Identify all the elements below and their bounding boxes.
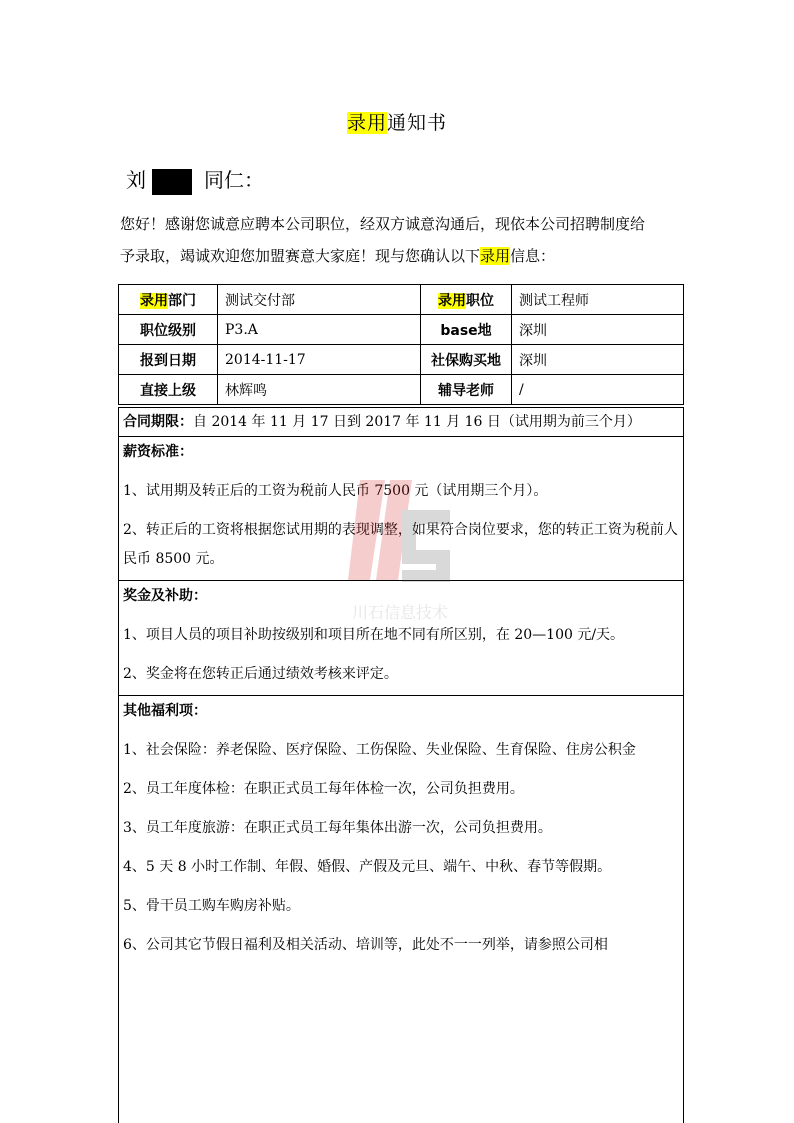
redaction-box bbox=[152, 169, 192, 195]
greeting-surname: 刘 bbox=[126, 168, 146, 192]
label-mentor: 辅导老师 bbox=[421, 375, 512, 405]
benefits-section bbox=[119, 696, 683, 966]
salary-item-1: 1、试用期及转正后的工资为税前人民币 7500 元（试用期三个月）。 bbox=[123, 483, 548, 499]
label-position-rest: 职位 bbox=[466, 292, 494, 309]
salary-section bbox=[119, 437, 683, 581]
benefits-item-6: 6、公司其它节假日福利及相关活动、培训等，此处不一一列举，请参照公司相 bbox=[123, 937, 608, 953]
intro-paragraph bbox=[120, 208, 686, 272]
title-highlight: 录用 bbox=[346, 112, 387, 134]
watermark-text: 川石信息技术 bbox=[351, 603, 449, 622]
label-position bbox=[421, 285, 512, 315]
intro-line-2-a: 予录取，竭诚欢迎您加盟赛意大家庭！现与您确认以下 bbox=[120, 247, 481, 265]
table-row bbox=[119, 315, 684, 345]
contract-label: 合同期限： bbox=[123, 414, 193, 430]
label-department-rest: 部门 bbox=[168, 292, 196, 309]
greeting bbox=[126, 165, 264, 195]
value-position: 测试工程师 bbox=[512, 285, 684, 315]
value-supervisor: 林辉鸣 bbox=[218, 375, 421, 405]
bonus-heading: 奖金及补助： bbox=[123, 588, 207, 604]
intro-line-2-b: 信息： bbox=[510, 247, 556, 265]
salary-heading: 薪资标准： bbox=[123, 444, 193, 460]
label-department-hl: 录用 bbox=[140, 292, 168, 309]
table-row bbox=[119, 345, 684, 375]
label-department bbox=[119, 285, 218, 315]
bonus-item-1: 1、项目人员的项目补助按级别和项目所在地不同有所区别，在 20—100 元/天。 bbox=[123, 627, 625, 643]
value-base: 深圳 bbox=[512, 315, 684, 345]
benefits-item-5: 5、骨干员工购车购房补贴。 bbox=[123, 898, 300, 914]
value-social-security: 深圳 bbox=[512, 345, 684, 375]
value-level: P3.A bbox=[218, 315, 421, 345]
benefits-item-1: 1、社会保险：养老保险、医疗保险、工伤保险、失业保险、生育保险、住房公积金 bbox=[123, 742, 636, 758]
benefits-heading: 其他福利项： bbox=[123, 703, 207, 719]
offer-info-table bbox=[118, 284, 684, 405]
label-social-security: 社保购买地 bbox=[421, 345, 512, 375]
value-department: 测试交付部 bbox=[218, 285, 421, 315]
label-supervisor: 直接上级 bbox=[119, 375, 218, 405]
offer-details bbox=[118, 407, 684, 1123]
bonus-section bbox=[119, 581, 683, 696]
table-row bbox=[119, 375, 684, 405]
table-row bbox=[119, 285, 684, 315]
value-mentor: / bbox=[512, 375, 684, 405]
label-level: 职位级别 bbox=[119, 315, 218, 345]
intro-line-1: 您好！感谢您诚意应聘本公司职位，经双方诚意沟通后，现依本公司招聘制度给 bbox=[120, 215, 646, 233]
greeting-suffix: 同仁： bbox=[204, 168, 264, 192]
label-position-hl: 录用 bbox=[438, 292, 466, 309]
benefits-item-4: 4、5 天 8 小时工作制、年假、婚假、产假及元旦、端午、中秋、春节等假期。 bbox=[123, 859, 612, 875]
salary-item-2: 2、转正后的工资将根据您试用期的表现调整，如果符合岗位要求，您的转正工资为税前人民币 8500 元。 bbox=[123, 522, 678, 567]
bonus-item-2: 2、奖金将在您转正后通过绩效考核来评定。 bbox=[123, 666, 398, 682]
label-base: base地 bbox=[421, 315, 512, 345]
intro-line-2 bbox=[120, 240, 686, 272]
contract-text: 自 2014 年 11 月 17 日到 2017 年 11 月 16 日（试用期为前三个月） bbox=[193, 414, 641, 430]
title-rest: 通知书 bbox=[387, 112, 448, 134]
contract-period bbox=[119, 408, 683, 437]
benefits-item-3: 3、员工年度旅游：在职正式员工每年集体出游一次，公司负担费用。 bbox=[123, 820, 552, 836]
value-start-date: 2014-11-17 bbox=[218, 345, 421, 375]
document-title bbox=[0, 108, 794, 135]
benefits-item-2: 2、员工年度体检：在职正式员工每年体检一次，公司负担费用。 bbox=[123, 781, 524, 797]
intro-highlight: 录用 bbox=[480, 247, 511, 265]
label-start-date: 报到日期 bbox=[119, 345, 218, 375]
